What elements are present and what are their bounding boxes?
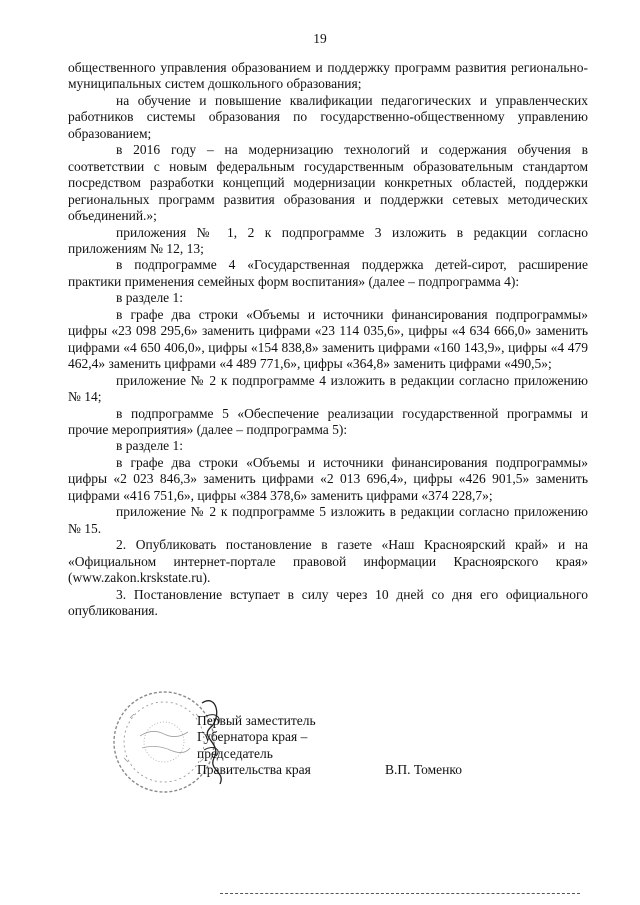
paragraph: в графе два строки «Объемы и источники финансирования подпрограммы» цифры «23 098 295,6» заменить цифрами «23 114 035,6», цифры «4 634 666,0» заменить цифрами «4 650 406,0», цифры «154 838,8» заменить цифрами «160 143,9», цифры «4 479 462,4» заменить цифрами «4 489 771,6», цифры «364,8» заменить цифрами «490,5»;: [68, 306, 588, 372]
paragraph: общественного управления образованием и поддержку программ развития регионально-муниципальных систем дошкольного образования;: [68, 60, 588, 92]
paragraph: в разделе 1:: [116, 290, 184, 306]
paragraph: 2. Опубликовать постановление в газете «Наш Красноярский край» и на «Официальном интернет-портале правовой информации Красноярского края» (www.zakon.krskstate.ru).: [68, 537, 588, 586]
signature-position-block: [197, 713, 316, 779]
paragraph: в разделе 1:: [116, 438, 184, 454]
position-line: председатель: [197, 745, 273, 761]
page-number: 19: [313, 31, 327, 46]
signatory-name: В.П. Томенко: [385, 762, 462, 777]
footer-divider: [220, 893, 580, 894]
paragraph: в графе два строки «Объемы и источники финансирования подпрограммы» цифры «2 023 846,3» заменить цифрами «2 013 696,4», цифры «426 901,5» заменить цифрами «416 751,6», цифры «384 378,6» заменить цифрами «374 228,7»;: [68, 454, 588, 503]
paragraph: на обучение и повышение квалификации педагогических и управленческих работников системы образования по государственно-общественному управлению образованием;: [68, 92, 588, 141]
position-line: Губернатора края –: [197, 729, 308, 745]
paragraph: в подпрограмме 5 «Обеспечение реализации государственной программы и прочие мероприятия» (далее – подпрограмма 5):: [68, 405, 588, 437]
paragraph: приложения № 1, 2 к подпрограмме 3 изложить в редакции согласно приложениям № 12, 13;: [68, 224, 588, 256]
document-body: [68, 60, 588, 619]
position-line: Правительства края: [197, 762, 311, 778]
paragraph: в 2016 году – на модернизацию технологий и содержания обучения в соответствии с новым федеральным государственным образовательным стандартом посредством разработки концепций модернизации конкретных областей, поддержки региональных программ развития образования и поддержки сетевых методических объединений.»;: [68, 142, 588, 224]
position-line: Первый заместитель: [197, 713, 316, 728]
paragraph: приложение № 2 к подпрограмме 4 изложить в редакции согласно приложению № 14;: [68, 372, 588, 405]
paragraph: приложение № 2 к подпрограмме 5 изложить в редакции согласно приложению № 15.: [68, 504, 588, 536]
paragraph: в подпрограмме 4 «Государственная поддержка детей-сирот, расширение практики применения семейных форм воспитания» (далее – подпрограмма 4):: [68, 257, 588, 289]
paragraph: 3. Постановление вступает в силу через 10 дней со дня его официального опубликования.: [68, 586, 588, 618]
